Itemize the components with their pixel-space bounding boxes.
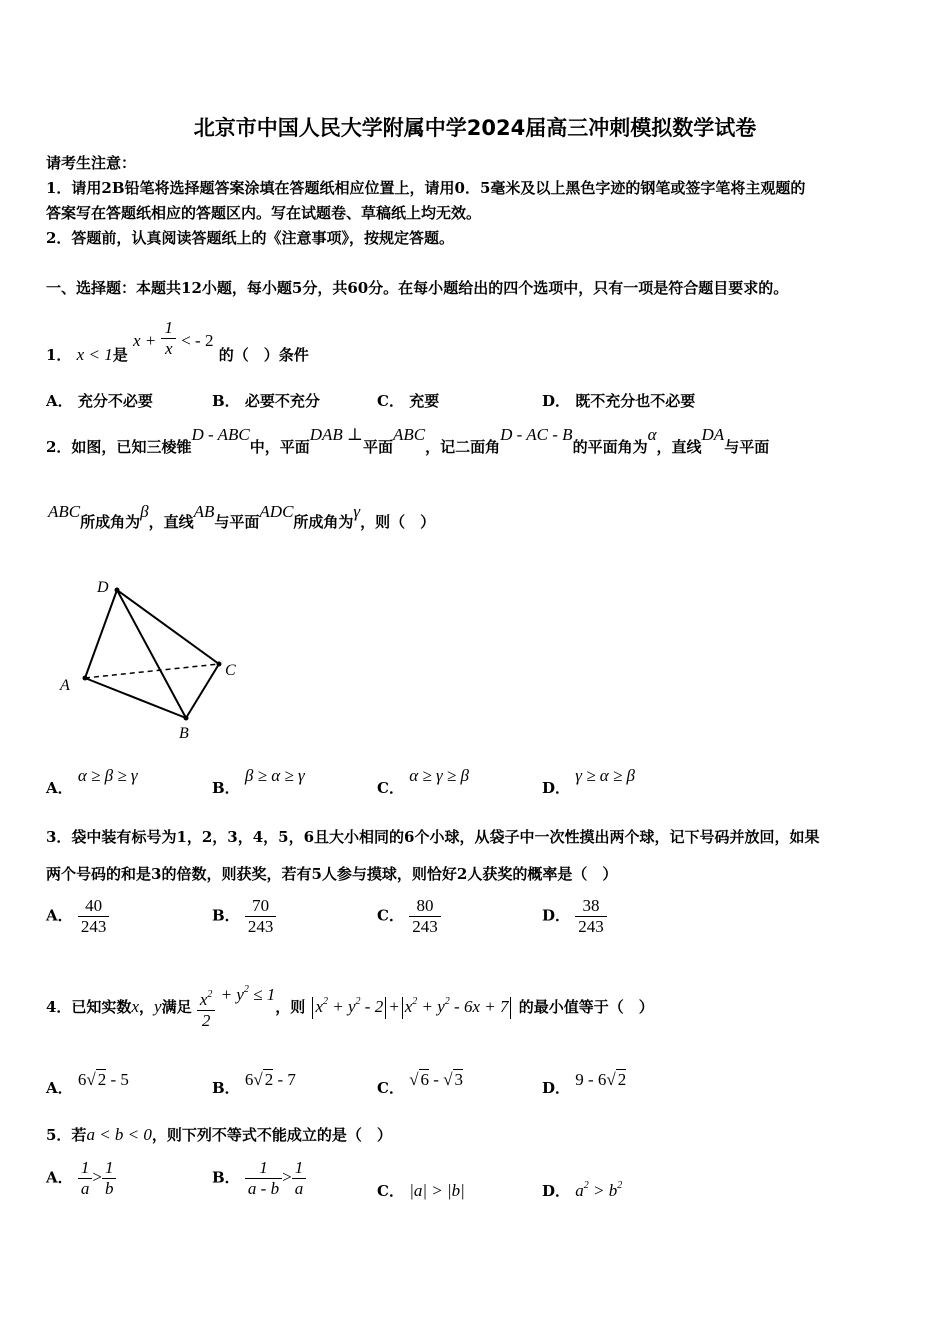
question-1 — [46, 318, 309, 365]
notice-line-1b: 答案写在答题纸相应的答题区内。写在试题卷、草稿纸上均无效。 — [46, 204, 482, 222]
q3-option-c: C． $\frac{80}{243}$ — [377, 896, 441, 937]
q1-option-c: C． 充要 — [377, 392, 440, 410]
label-d: D — [97, 579, 109, 596]
q3-line-1: 3．袋中装有标号为1，2，3，4，5，6且大小相同的6个小球，从袋子中一次性摸出两个球，记下号码并放回，如果 — [46, 828, 820, 846]
notice-line-2: 2．答题前，认真阅读答题纸上的《注意事项》，按规定答题。 — [46, 229, 454, 247]
section-heading: 一、选择题：本题共12小题，每小题5分，共60分。在每小题给出的四个选项中，只有一项是符合题目要求的。 — [46, 279, 789, 297]
edge-ab — [85, 678, 186, 718]
q5-option-c: C． |a| > |b| — [377, 1181, 465, 1200]
q1-option-a: A． 充分不必要 — [46, 392, 153, 410]
tetrahedron-figure — [55, 572, 255, 747]
notice-line-1a: 1．请用2B铅笔将选择题答案涂填在答题纸相应位置上，请用0．5毫米及以上黑色字迹的钢笔或签字笔将主观题的 — [46, 179, 806, 197]
question-5: 5．若a < b < 0，则下列不等式不能成立的是（ ） — [46, 1125, 392, 1144]
q1-option-b: B． 必要不充分 — [212, 392, 320, 410]
q5-option-a: A． $\frac{1}{a}$ > $\frac{1}{b}$ — [46, 1158, 116, 1199]
q2-option-a: A． α ≥ β ≥ γ — [46, 766, 138, 797]
q2-option-b: B． β ≥ α ≥ γ — [212, 766, 305, 797]
label-a: A — [60, 677, 70, 694]
label-c: C — [225, 662, 236, 679]
q3-option-d: D． $\frac{38}{243}$ — [542, 896, 607, 937]
q1-tail: 的（ ）条件 — [218, 346, 309, 364]
q4-option-a: A． 6√ 2 - 5 — [46, 1070, 129, 1097]
q4-option-d: D． 9 - 6√ 2 — [542, 1070, 627, 1097]
q3-option-a: A． $\frac{40}{243}$ — [46, 896, 109, 937]
q1-fraction: $\frac{1}{x}$ — [161, 318, 176, 359]
notice-heading: 请考生注意： — [46, 154, 137, 172]
q3-line-2: 两个号码的和是3的倍数，则获奖，若有5人参与摸球，则恰好2人获奖的概率是（ ） — [46, 865, 618, 883]
q1-expr-rhs: < - 2 — [181, 331, 214, 350]
q1-is: 是 — [112, 346, 128, 364]
q3-option-b: B． $\frac{70}{243}$ — [212, 896, 276, 937]
q4-option-c: C． √ 6 - √ 3 — [377, 1070, 464, 1097]
edge-dc — [117, 590, 219, 664]
q5-option-b: B． $\frac{1}{a - b}$ > $\frac{1}{a}$ — [212, 1158, 306, 1199]
q1-option-d: D． 既不充分也不必要 — [542, 392, 696, 410]
q2-option-c: C． α ≥ γ ≥ β — [377, 766, 469, 797]
question-2-line-1: 2．如图，已知三棱锥D - ABC中，平面DAB ⊥平面ABC，记二面角D - AC - B的平面角为α，直线DA与平面 — [46, 425, 770, 456]
q4-fraction: $\frac{x^2}{2}$ — [197, 985, 216, 1031]
q1-expr-lhs: x + — [132, 331, 157, 350]
q1-number: 1． — [46, 346, 72, 364]
q2-option-d: D． γ ≥ α ≥ β — [542, 766, 635, 797]
edge-ac-hidden — [85, 664, 219, 678]
q5-option-d: D． $a^2 > b^2$ — [542, 1180, 623, 1200]
q1-condition: x < 1 — [76, 345, 113, 364]
label-b: B — [179, 725, 189, 742]
page-title: 北京市中国人民大学附属中学2024届高三冲刺模拟数学试卷 — [193, 116, 757, 140]
edge-da — [85, 590, 117, 678]
question-4: 4．已知实数x，y满足 $\frac{x^2}{2}$ + $y^2 \le 1$，则 $x^2 + y^2 - 2 + x^2 + y^2 - 6x + 7$ 的最小值等于（ ） — [46, 984, 654, 1030]
question-2-line-2: ABC所成角为β，直线AB与平面ADC所成角为γ，则（ ） — [48, 502, 436, 531]
edge-db — [117, 590, 186, 718]
q4-option-b: B． 6√ 2 - 7 — [212, 1070, 296, 1097]
edge-bc — [186, 664, 219, 718]
